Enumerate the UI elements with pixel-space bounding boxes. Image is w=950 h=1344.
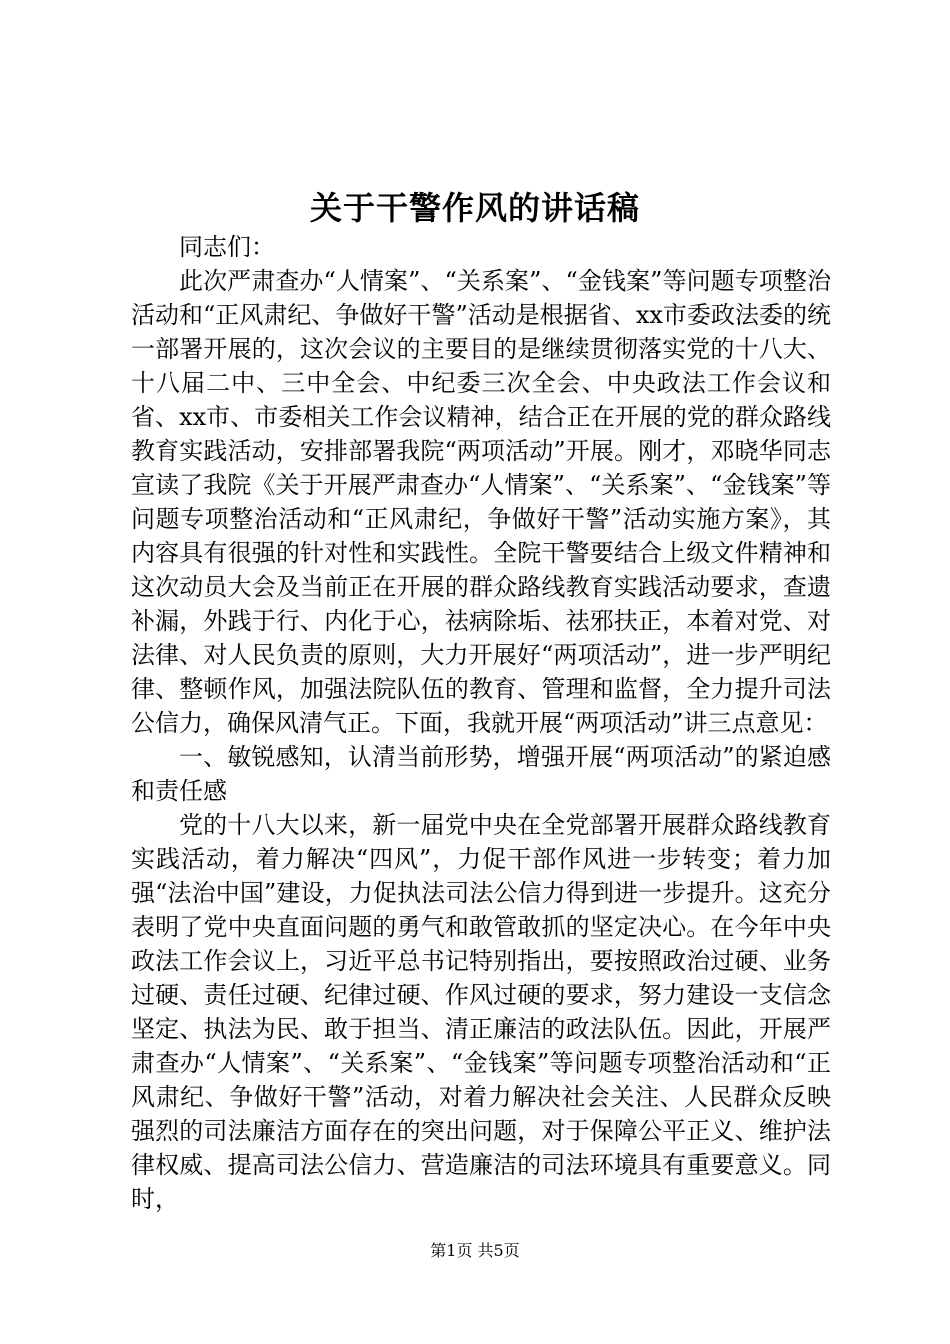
document-title: 关于干警作风的讲话稿 xyxy=(309,189,640,227)
intro-paragraph: 此次严肃查办“人情案”、“关系案”、“金钱案”等问题专项整治活动和“正风肃纪、争做好干警”活动是根据省、xx市委政法委的统一部署开展的，这次会议的主要目的是继续贯彻落实党的十八大、十八届二中、三中全会、中纪委三次全会、中央政法工作会议和省、xx市、市委相关工作会议精神，结合正在开展的党的群众路线教育实践活动，安排部署我院“两项活动”开展。刚才，邓晓华同志宣读了我院《关于开展严肃查办“人情案”、“关系案”、“金钱案”等问题专项整治活动和“正风肃纪，争做好干警”活动实施方案》，其内容具有很强的针对性和实践性。全院干警要结合上级文件精神和这次动员大会及当前正在开展的群众路线教育实践活动要求，查遗补漏，外践于行、内化于心，祛病除垢、祛邪扶正，本着对党、对法律、对人民负责的原则，大力开展好“两项活动”，进一步严明纪律、整顿作风，加强法院队伍的教育、管理和监督，全力提升司法公信力，确保风清气正。下面，我就开展“两项活动”讲三点意见： xyxy=(131,267,831,737)
document-body xyxy=(131,230,831,1216)
section-heading-paragraph: 一、敏锐感知，认清当前形势，增强开展“两项活动”的紧迫感和责任感 xyxy=(131,743,831,805)
body-paragraph: 党的十八大以来，新一届党中央在全党部署开展群众路线教育实践活动，着力解决“四风”，力促干部作风进一步转变；着力加强“法治中国”建设，力促执法司法公信力得到进一步提升。这充分表明了党中央直面问题的勇气和敢管敢抓的坚定决心。在今年中央政法工作会议上，习近平总书记特别指出，要按照政治过硬、业务过硬、责任过硬、纪律过硬、作风过硬的要求，努力建设一支信念坚定、执法为民、敢于担当、清正廉洁的政法队伍。因此，开展严肃查办“人情案”、“关系案”、“金钱案”等问题专项整治活动和“正风肃纪、争做好干警”活动，对着力解决社会关注、人民群众反映强烈的司法廉洁方面存在的突出问题，对于保障公平正义、维护法律权威、提高司法公信力、营造廉洁的司法环境具有重要意义。同时， xyxy=(131,811,831,1213)
salutation-paragraph: 同志们： xyxy=(179,233,275,261)
page-footer: 第1页 共5页 xyxy=(430,1241,520,1260)
